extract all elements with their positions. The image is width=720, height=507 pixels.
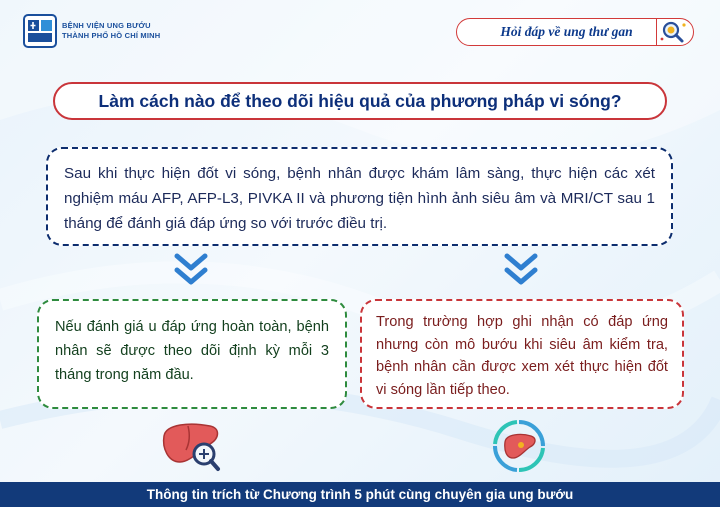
chevron-double-down-icon xyxy=(173,253,209,287)
liver-magnifier-icon xyxy=(160,418,224,474)
footer-credit: Thông tin trích từ Chương trình 5 phút cùng chuyên gia ung bướu xyxy=(0,482,720,507)
hospital-logo xyxy=(23,14,160,48)
question-banner: Làm cách nào để theo dõi hiệu quả của phương pháp vi sóng? xyxy=(53,82,667,120)
topic-text: Hỏi đáp về ung thư gan xyxy=(500,24,633,39)
complete-response-box: Nếu đánh giá u đáp ứng hoàn toàn, bệnh nhân sẽ được theo dõi định kỳ mỗi 3 tháng trong năm đầu. xyxy=(37,299,347,409)
logo-line-1: BỆNH VIỆN UNG BƯỚU xyxy=(62,21,151,30)
residual-tumor-box: Trong trường hợp ghi nhận có đáp ứng nhưng còn mô bướu khi siêu âm kiểm tra, bệnh nhân cần được xem xét thực hiện đốt vi sóng lần tiếp theo. xyxy=(360,299,684,409)
liver-cycle-icon xyxy=(491,418,547,474)
main-info-box: Sau khi thực hiện đốt vi sóng, bệnh nhân được khám lâm sàng, thực hiện các xét nghiệm máu AFP, AFP-L3, PIVKA II và phương tiện hình ảnh siêu âm và MRI/CT sau 1 tháng để đánh giá đáp ứng so với trước điều trị. xyxy=(46,147,673,246)
hospital-logo-icon xyxy=(23,14,57,48)
logo-line-2: THÀNH PHỐ HỒ CHÍ MINH xyxy=(62,31,161,40)
topic-label xyxy=(456,18,694,46)
magnifier-icon xyxy=(656,19,691,45)
chevron-double-down-icon xyxy=(503,253,539,287)
